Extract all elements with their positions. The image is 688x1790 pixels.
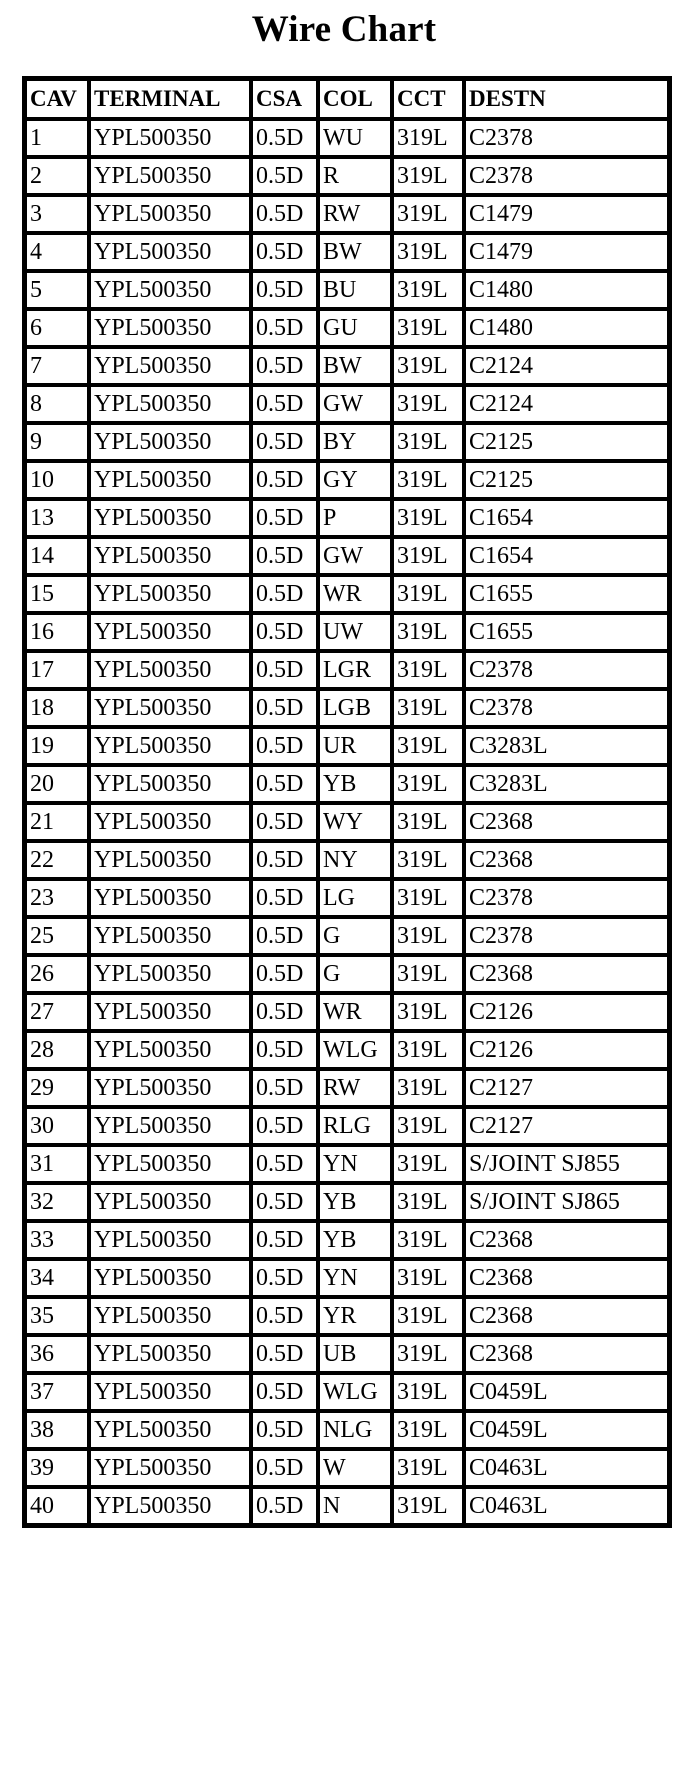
cell-terminal: YPL500350 <box>89 537 251 575</box>
cell-col: YR <box>318 1297 392 1335</box>
cell-cav: 7 <box>25 347 89 385</box>
cell-col: R <box>318 157 392 195</box>
cell-destn: C2378 <box>464 119 669 157</box>
table-row <box>25 195 669 233</box>
cell-cct: 319L <box>392 1145 464 1183</box>
cell-col: WU <box>318 119 392 157</box>
table-row <box>25 423 669 461</box>
cell-destn: C2378 <box>464 917 669 955</box>
cell-cav: 39 <box>25 1449 89 1487</box>
cell-col: LGR <box>318 651 392 689</box>
table-row <box>25 575 669 613</box>
table-row <box>25 841 669 879</box>
cell-col: YB <box>318 1183 392 1221</box>
cell-destn: C0463L <box>464 1487 669 1525</box>
cell-col: BY <box>318 423 392 461</box>
cell-col: WR <box>318 993 392 1031</box>
table-row <box>25 765 669 803</box>
header-cct: CCT <box>392 79 464 119</box>
table-row <box>25 309 669 347</box>
cell-csa: 0.5D <box>251 195 318 233</box>
cell-terminal: YPL500350 <box>89 1449 251 1487</box>
cell-csa: 0.5D <box>251 727 318 765</box>
cell-destn: S/JOINT SJ865 <box>464 1183 669 1221</box>
cell-cct: 319L <box>392 1487 464 1525</box>
cell-terminal: YPL500350 <box>89 271 251 309</box>
cell-cct: 319L <box>392 537 464 575</box>
header-col: COL <box>318 79 392 119</box>
cell-cav: 8 <box>25 385 89 423</box>
cell-terminal: YPL500350 <box>89 1297 251 1335</box>
header-terminal: TERMINAL <box>89 79 251 119</box>
table-row <box>25 1183 669 1221</box>
cell-col: UB <box>318 1335 392 1373</box>
cell-cct: 319L <box>392 613 464 651</box>
cell-cav: 26 <box>25 955 89 993</box>
cell-csa: 0.5D <box>251 1487 318 1525</box>
cell-csa: 0.5D <box>251 917 318 955</box>
cell-cct: 319L <box>392 233 464 271</box>
cell-col: WR <box>318 575 392 613</box>
cell-cct: 319L <box>392 1031 464 1069</box>
cell-terminal: YPL500350 <box>89 993 251 1031</box>
cell-cav: 28 <box>25 1031 89 1069</box>
cell-terminal: YPL500350 <box>89 1221 251 1259</box>
cell-destn: C1655 <box>464 613 669 651</box>
cell-terminal: YPL500350 <box>89 803 251 841</box>
wire-chart-table <box>22 76 672 1528</box>
cell-col: NY <box>318 841 392 879</box>
cell-destn: C2378 <box>464 689 669 727</box>
cell-destn: C1479 <box>464 195 669 233</box>
cell-col: BU <box>318 271 392 309</box>
cell-csa: 0.5D <box>251 841 318 879</box>
cell-cav: 2 <box>25 157 89 195</box>
table-row <box>25 1259 669 1297</box>
cell-col: BW <box>318 233 392 271</box>
header-csa: CSA <box>251 79 318 119</box>
cell-terminal: YPL500350 <box>89 1373 251 1411</box>
cell-cct: 319L <box>392 841 464 879</box>
cell-terminal: YPL500350 <box>89 423 251 461</box>
cell-col: UR <box>318 727 392 765</box>
cell-destn: C1479 <box>464 233 669 271</box>
cell-csa: 0.5D <box>251 537 318 575</box>
cell-csa: 0.5D <box>251 423 318 461</box>
cell-cct: 319L <box>392 1449 464 1487</box>
cell-cct: 319L <box>392 993 464 1031</box>
cell-col: YN <box>318 1145 392 1183</box>
table-row <box>25 537 669 575</box>
table-body <box>25 119 669 1525</box>
cell-cct: 319L <box>392 347 464 385</box>
cell-col: LG <box>318 879 392 917</box>
cell-terminal: YPL500350 <box>89 1069 251 1107</box>
cell-cct: 319L <box>392 1259 464 1297</box>
cell-destn: C2127 <box>464 1107 669 1145</box>
cell-terminal: YPL500350 <box>89 689 251 727</box>
cell-col: P <box>318 499 392 537</box>
cell-col: WLG <box>318 1373 392 1411</box>
table-row <box>25 1411 669 1449</box>
cell-destn: C0459L <box>464 1373 669 1411</box>
cell-cav: 32 <box>25 1183 89 1221</box>
cell-cct: 319L <box>392 157 464 195</box>
cell-col: WLG <box>318 1031 392 1069</box>
cell-csa: 0.5D <box>251 309 318 347</box>
cell-destn: C2125 <box>464 423 669 461</box>
table-row <box>25 1031 669 1069</box>
cell-csa: 0.5D <box>251 575 318 613</box>
cell-col: YB <box>318 765 392 803</box>
cell-terminal: YPL500350 <box>89 727 251 765</box>
table-row <box>25 879 669 917</box>
cell-destn: C2378 <box>464 157 669 195</box>
cell-terminal: YPL500350 <box>89 651 251 689</box>
cell-terminal: YPL500350 <box>89 1259 251 1297</box>
cell-destn: C2368 <box>464 1335 669 1373</box>
cell-col: NLG <box>318 1411 392 1449</box>
cell-cct: 319L <box>392 1221 464 1259</box>
cell-csa: 0.5D <box>251 157 318 195</box>
cell-cav: 35 <box>25 1297 89 1335</box>
cell-cav: 6 <box>25 309 89 347</box>
cell-col: LGB <box>318 689 392 727</box>
table-row <box>25 1145 669 1183</box>
cell-cav: 14 <box>25 537 89 575</box>
cell-terminal: YPL500350 <box>89 1145 251 1183</box>
cell-csa: 0.5D <box>251 1259 318 1297</box>
cell-csa: 0.5D <box>251 1183 318 1221</box>
cell-cav: 22 <box>25 841 89 879</box>
cell-destn: C1654 <box>464 499 669 537</box>
cell-destn: C2378 <box>464 879 669 917</box>
cell-csa: 0.5D <box>251 1031 318 1069</box>
cell-col: UW <box>318 613 392 651</box>
cell-cct: 319L <box>392 499 464 537</box>
cell-col: GW <box>318 385 392 423</box>
table-row <box>25 499 669 537</box>
cell-cav: 9 <box>25 423 89 461</box>
table-row <box>25 993 669 1031</box>
cell-cct: 319L <box>392 727 464 765</box>
table-row <box>25 1297 669 1335</box>
table-row <box>25 347 669 385</box>
cell-destn: C1480 <box>464 271 669 309</box>
cell-destn: C2368 <box>464 1297 669 1335</box>
cell-cct: 319L <box>392 651 464 689</box>
cell-cct: 319L <box>392 765 464 803</box>
cell-terminal: YPL500350 <box>89 195 251 233</box>
cell-destn: C1655 <box>464 575 669 613</box>
table-row <box>25 613 669 651</box>
cell-destn: C2368 <box>464 1221 669 1259</box>
cell-terminal: YPL500350 <box>89 1487 251 1525</box>
cell-destn: C0463L <box>464 1449 669 1487</box>
cell-terminal: YPL500350 <box>89 461 251 499</box>
cell-col: GY <box>318 461 392 499</box>
cell-cct: 319L <box>392 879 464 917</box>
cell-csa: 0.5D <box>251 1069 318 1107</box>
cell-col: G <box>318 955 392 993</box>
cell-cav: 1 <box>25 119 89 157</box>
table-row <box>25 157 669 195</box>
cell-terminal: YPL500350 <box>89 613 251 651</box>
cell-csa: 0.5D <box>251 1297 318 1335</box>
cell-csa: 0.5D <box>251 955 318 993</box>
cell-destn: C3283L <box>464 727 669 765</box>
table-row <box>25 1221 669 1259</box>
cell-cav: 20 <box>25 765 89 803</box>
table-row <box>25 727 669 765</box>
cell-cav: 5 <box>25 271 89 309</box>
cell-cav: 36 <box>25 1335 89 1373</box>
table-row <box>25 1069 669 1107</box>
cell-cav: 18 <box>25 689 89 727</box>
cell-csa: 0.5D <box>251 1373 318 1411</box>
cell-csa: 0.5D <box>251 271 318 309</box>
cell-cav: 30 <box>25 1107 89 1145</box>
cell-cct: 319L <box>392 917 464 955</box>
table-row <box>25 1335 669 1373</box>
table-row <box>25 119 669 157</box>
cell-terminal: YPL500350 <box>89 841 251 879</box>
cell-csa: 0.5D <box>251 119 318 157</box>
cell-destn: C0459L <box>464 1411 669 1449</box>
cell-cct: 319L <box>392 689 464 727</box>
cell-cct: 319L <box>392 575 464 613</box>
page-title: Wire Chart <box>251 9 437 50</box>
cell-cct: 319L <box>392 195 464 233</box>
cell-cct: 319L <box>392 1411 464 1449</box>
cell-terminal: YPL500350 <box>89 1411 251 1449</box>
cell-cav: 21 <box>25 803 89 841</box>
cell-destn: C2368 <box>464 1259 669 1297</box>
cell-csa: 0.5D <box>251 1449 318 1487</box>
cell-terminal: YPL500350 <box>89 347 251 385</box>
cell-col: GW <box>318 537 392 575</box>
cell-cav: 19 <box>25 727 89 765</box>
table-row <box>25 689 669 727</box>
cell-terminal: YPL500350 <box>89 119 251 157</box>
cell-terminal: YPL500350 <box>89 1335 251 1373</box>
cell-cav: 33 <box>25 1221 89 1259</box>
cell-terminal: YPL500350 <box>89 575 251 613</box>
wire-chart-table-container <box>22 76 666 1528</box>
cell-col: W <box>318 1449 392 1487</box>
cell-csa: 0.5D <box>251 1411 318 1449</box>
cell-cct: 319L <box>392 1183 464 1221</box>
table-row <box>25 385 669 423</box>
table-row <box>25 955 669 993</box>
cell-csa: 0.5D <box>251 1145 318 1183</box>
cell-cct: 319L <box>392 461 464 499</box>
cell-cav: 15 <box>25 575 89 613</box>
cell-cct: 319L <box>392 385 464 423</box>
cell-cct: 319L <box>392 1335 464 1373</box>
cell-csa: 0.5D <box>251 613 318 651</box>
table-row <box>25 461 669 499</box>
cell-destn: C2125 <box>464 461 669 499</box>
cell-csa: 0.5D <box>251 1335 318 1373</box>
cell-csa: 0.5D <box>251 879 318 917</box>
cell-col: YB <box>318 1221 392 1259</box>
cell-destn: C3283L <box>464 765 669 803</box>
cell-cct: 319L <box>392 955 464 993</box>
cell-csa: 0.5D <box>251 765 318 803</box>
cell-csa: 0.5D <box>251 461 318 499</box>
cell-terminal: YPL500350 <box>89 309 251 347</box>
cell-col: BW <box>318 347 392 385</box>
cell-terminal: YPL500350 <box>89 1107 251 1145</box>
cell-cav: 31 <box>25 1145 89 1183</box>
cell-cct: 319L <box>392 1069 464 1107</box>
cell-cct: 319L <box>392 119 464 157</box>
cell-cct: 319L <box>392 1297 464 1335</box>
cell-destn: C2124 <box>464 385 669 423</box>
cell-cav: 25 <box>25 917 89 955</box>
cell-cct: 319L <box>392 1373 464 1411</box>
cell-col: RW <box>318 195 392 233</box>
cell-terminal: YPL500350 <box>89 955 251 993</box>
table-row <box>25 271 669 309</box>
cell-terminal: YPL500350 <box>89 765 251 803</box>
cell-cct: 319L <box>392 271 464 309</box>
cell-terminal: YPL500350 <box>89 233 251 271</box>
table-header-row <box>25 79 669 119</box>
cell-destn: C1654 <box>464 537 669 575</box>
cell-destn: C2368 <box>464 803 669 841</box>
cell-col: G <box>318 917 392 955</box>
cell-csa: 0.5D <box>251 651 318 689</box>
cell-destn: C2126 <box>464 1031 669 1069</box>
cell-terminal: YPL500350 <box>89 879 251 917</box>
table-row <box>25 651 669 689</box>
cell-col: WY <box>318 803 392 841</box>
cell-terminal: YPL500350 <box>89 499 251 537</box>
cell-csa: 0.5D <box>251 803 318 841</box>
table-row <box>25 917 669 955</box>
cell-col: GU <box>318 309 392 347</box>
cell-terminal: YPL500350 <box>89 385 251 423</box>
cell-destn: C2368 <box>464 841 669 879</box>
cell-destn: C2378 <box>464 651 669 689</box>
cell-terminal: YPL500350 <box>89 157 251 195</box>
cell-csa: 0.5D <box>251 233 318 271</box>
cell-terminal: YPL500350 <box>89 917 251 955</box>
cell-csa: 0.5D <box>251 499 318 537</box>
cell-cav: 40 <box>25 1487 89 1525</box>
cell-csa: 0.5D <box>251 689 318 727</box>
header-cav: CAV <box>25 79 89 119</box>
cell-cct: 319L <box>392 1107 464 1145</box>
cell-destn: C2368 <box>464 955 669 993</box>
cell-terminal: YPL500350 <box>89 1183 251 1221</box>
cell-csa: 0.5D <box>251 1221 318 1259</box>
cell-cav: 37 <box>25 1373 89 1411</box>
cell-cav: 27 <box>25 993 89 1031</box>
cell-csa: 0.5D <box>251 347 318 385</box>
cell-cct: 319L <box>392 423 464 461</box>
cell-destn: C2124 <box>464 347 669 385</box>
table-row <box>25 233 669 271</box>
cell-cav: 13 <box>25 499 89 537</box>
cell-cav: 29 <box>25 1069 89 1107</box>
cell-terminal: YPL500350 <box>89 1031 251 1069</box>
cell-cav: 3 <box>25 195 89 233</box>
header-destn: DESTN <box>464 79 669 119</box>
table-row <box>25 1373 669 1411</box>
cell-cav: 16 <box>25 613 89 651</box>
cell-col: N <box>318 1487 392 1525</box>
cell-csa: 0.5D <box>251 385 318 423</box>
cell-destn: C1480 <box>464 309 669 347</box>
cell-col: YN <box>318 1259 392 1297</box>
table-row <box>25 803 669 841</box>
cell-cav: 38 <box>25 1411 89 1449</box>
cell-cav: 17 <box>25 651 89 689</box>
cell-cav: 34 <box>25 1259 89 1297</box>
cell-cct: 319L <box>392 309 464 347</box>
cell-cav: 23 <box>25 879 89 917</box>
table-row <box>25 1449 669 1487</box>
cell-csa: 0.5D <box>251 1107 318 1145</box>
cell-csa: 0.5D <box>251 993 318 1031</box>
table-row <box>25 1487 669 1525</box>
cell-destn: C2127 <box>464 1069 669 1107</box>
cell-cav: 10 <box>25 461 89 499</box>
cell-cav: 4 <box>25 233 89 271</box>
table-row <box>25 1107 669 1145</box>
cell-cct: 319L <box>392 803 464 841</box>
cell-destn: S/JOINT SJ855 <box>464 1145 669 1183</box>
cell-col: RLG <box>318 1107 392 1145</box>
cell-destn: C2126 <box>464 993 669 1031</box>
cell-col: RW <box>318 1069 392 1107</box>
